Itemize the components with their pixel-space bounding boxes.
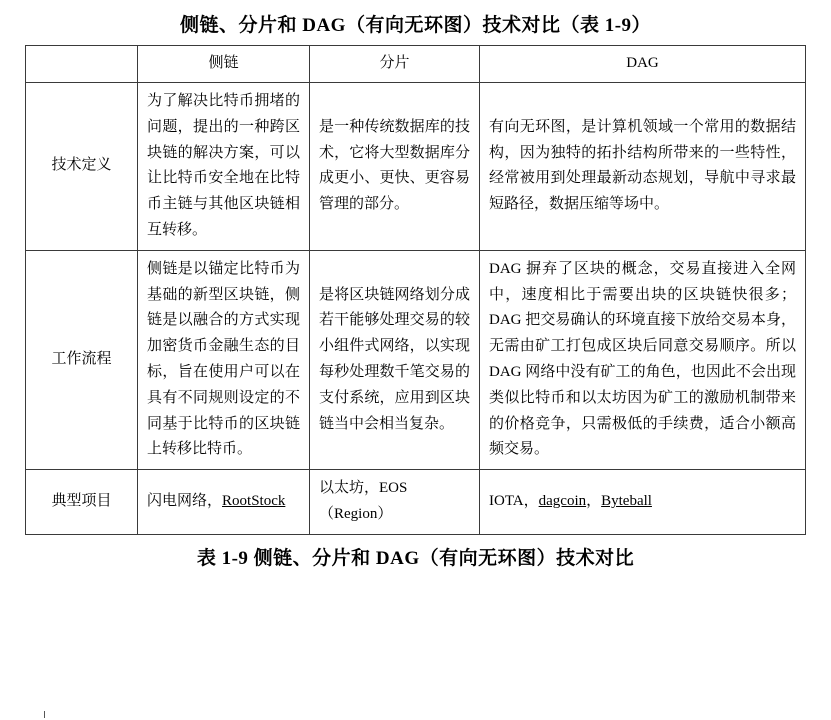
header-cell-empty [26, 46, 138, 83]
row-label-definition: 技术定义 [26, 83, 138, 251]
cell-definition-sharding: 是一种传统数据库的技术，它将大型数据库分成更小、更快、更容易管理的部分。 [310, 83, 480, 251]
link-byteball[interactable]: Byteball [601, 493, 652, 510]
link-rootstock[interactable]: RootStock [222, 493, 286, 510]
projects-dag-separator: ， [586, 493, 602, 510]
header-cell-dag: DAG [480, 46, 806, 83]
cell-workflow-sharding: 是将区块链网络划分成若干能够处理交易的较小组件式网络，以实现每秒处理数千笔交易的支付系统，应用到区块链当中会相当复杂。 [310, 250, 480, 469]
header-cell-sidechain: 侧链 [138, 46, 310, 83]
cell-workflow-dag: DAG 摒弃了区块的概念，交易直接进入全网中，速度相比于需要出块的区块链快很多；DAG 把交易确认的环境直接下放给交易本身，无需由矿工打包成区块后同意交易顺序。所以 DAG 网络中没有矿工的角色，也因此不会出现类似比特币和以太坊因为矿工的激励机制带来的价格竞争，只需极低的手续费，适合小额高频交易。 [480, 250, 806, 469]
projects-sidechain-text: 闪电网络， [147, 493, 223, 510]
cell-projects-sharding: 以太坊，EOS（Region） [310, 470, 480, 535]
projects-dag-text: IOTA， [489, 493, 539, 510]
cell-definition-sidechain: 为了解决比特币拥堵的问题，提出的一种跨区块链的解决方案，可以让比特币安全地在比特币主链与其他区块链相互转移。 [138, 83, 310, 251]
header-cell-sharding: 分片 [310, 46, 480, 83]
page-margin-tick [44, 711, 45, 718]
table-caption: 表 1-9 侧链、分片和 DAG（有向无环图）技术对比 [196, 547, 635, 569]
page-title: 侧链、分片和 DAG（有向无环图）技术对比（表 1-9） [179, 15, 652, 36]
table-header-row [26, 46, 806, 83]
row-label-workflow: 工作流程 [26, 250, 138, 469]
table-row [26, 83, 806, 251]
cell-workflow-sidechain: 侧链是以锚定比特币为基础的新型区块链，侧链是以融合的方式实现加密货币金融生态的目标，旨在使用户可以在具有不同规则设定的不同基于比特币的区块链上转移比特币。 [138, 250, 310, 469]
link-dagcoin[interactable]: dagcoin [538, 493, 587, 510]
row-label-projects: 典型项目 [26, 470, 138, 535]
comparison-table [25, 45, 806, 535]
cell-projects-sidechain [138, 470, 310, 535]
table-row [26, 250, 806, 469]
cell-projects-dag [480, 470, 806, 535]
table-row [26, 470, 806, 535]
cell-definition-dag: 有向无环图，是计算机领域一个常用的数据结构，因为独特的拓扑结构所带来的一些特性，经常被用到处理最新动态规划，导航中寻求最短路径，数据压缩等场中。 [480, 83, 806, 251]
